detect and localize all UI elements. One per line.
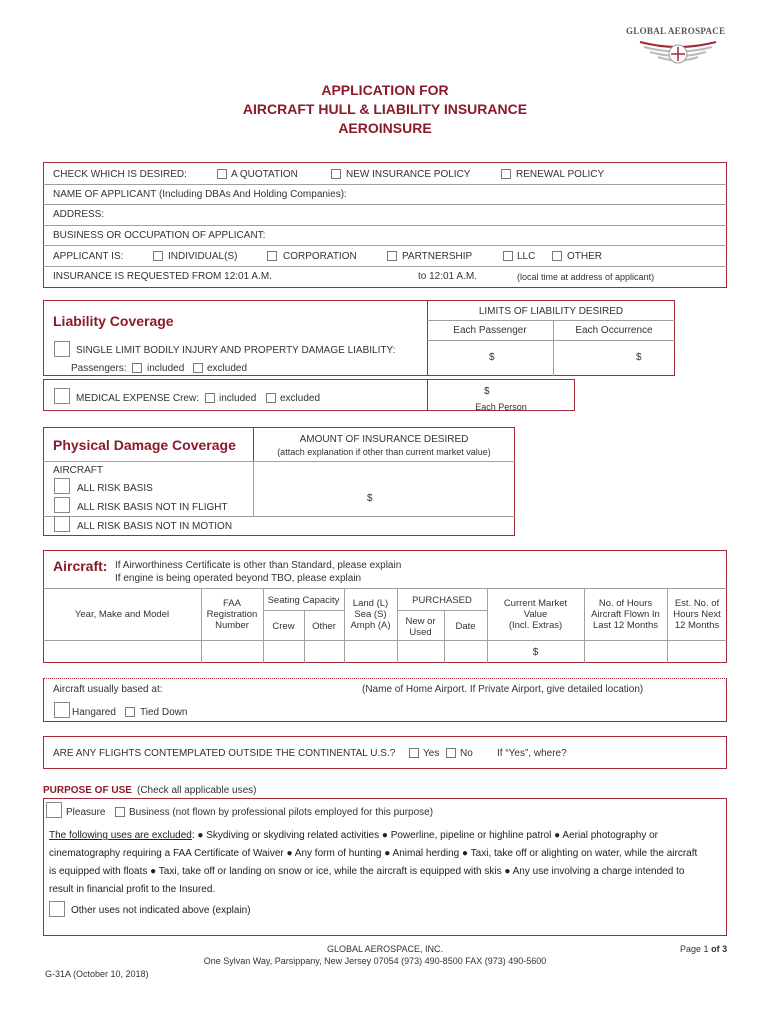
each-person-label: Each Person [475,402,527,412]
business-field[interactable]: BUSINESS OR OCCUPATION OF APPLICANT: [53,230,266,241]
purpose-heading-text: PURPOSE OF USE [43,785,132,796]
home-airport-note: (Name of Home Airport. If Private Airport, give detailed location) [362,684,644,695]
quotation-label: A QUOTATION [231,169,298,180]
limits-heading: LIMITS OF LIABILITY DESIRED [478,306,624,317]
insurance-to-field[interactable]: to 12:01 A.M. [418,271,477,282]
business-checkbox[interactable] [115,807,125,817]
aircraft-heading: Aircraft: [53,558,108,574]
footer-company: GLOBAL AEROSPACE, INC. [326,944,444,954]
llc-label: LLC [517,251,536,262]
pleasure-label: Pleasure [66,807,106,818]
exclusions-intro: The following uses are excluded [49,830,192,841]
divider [444,610,445,663]
medical-expense-label: MEDICAL EXPENSE Crew: [76,393,199,404]
airworthiness-note: If Airworthiness Certificate is other than Standard, please explain [115,560,402,571]
partnership-label: PARTNERSHIP [402,251,473,262]
col-value-3: (Incl. Extras) [508,620,563,631]
business-label: Business (not flown by professional pilots employed for this purpose) [129,807,434,818]
other-label: OTHER [567,251,602,262]
tied-down-label: Tied Down [140,707,188,718]
divider [43,640,727,641]
exclusions-text-1: : ● Skydiving or skydiving related activities ● Powerline, pipeline or highline patrol ● Aerial photography or [191,830,659,841]
individual-label: INDIVIDUAL(S) [168,251,238,262]
divider [43,461,515,462]
form-number: G-31A (October 10, 2018) [45,969,149,979]
crew-included-label: included [219,393,257,404]
each-passenger-label: Each Passenger [453,325,527,336]
logo-text: GLOBAL AEROSPACE [626,26,726,36]
divider [43,204,727,205]
col-faa-2: Registration [206,609,258,620]
divider [43,266,727,267]
divider [427,340,675,341]
applicant-is-label: APPLICANT IS: [53,251,124,262]
not-in-motion-checkbox[interactable] [54,516,70,532]
exclusions-line-3: is equipped with floats ● Taxi, take off or landing on snow or ice, while the aircraft is equipped with skis ● Any use involving a charge intended to [49,866,685,877]
exclusions-line-4: result in financial profit to the Insured. [49,884,216,895]
exclusions-line-1 [49,830,658,841]
medical-expense-checkbox[interactable] [54,388,70,404]
col-hours-1: No. of Hours [598,598,653,609]
divider [397,610,487,611]
col-other: Other [312,621,336,632]
outside-no-checkbox[interactable] [446,748,456,758]
other-checkbox[interactable] [552,251,562,261]
each-occurrence-label: Each Occurrence [575,325,653,336]
crew-included-checkbox[interactable] [205,393,215,403]
partnership-checkbox[interactable] [387,251,397,261]
passengers-included-label: included [147,363,185,374]
quotation-checkbox[interactable] [217,169,227,179]
divider [304,610,305,663]
outside-yes-label: Yes [423,748,440,759]
insurance-from-field[interactable]: INSURANCE IS REQUESTED FROM 12:01 A.M. [53,271,272,282]
outside-where-field[interactable]: If “Yes”, where? [497,748,567,759]
divider [43,588,727,589]
title-line-1: APPLICATION FOR [321,82,449,98]
divider [263,610,344,611]
col-value-2: Value [523,609,548,620]
hangared-checkbox[interactable] [54,702,70,718]
col-year-make-model: Year, Make and Model [74,609,170,620]
not-in-flight-checkbox[interactable] [54,497,70,513]
divider [253,461,254,516]
market-value-field[interactable]: $ [532,647,539,658]
col-est-1: Est. No. of [674,598,720,609]
col-faa-3: Number [215,620,249,631]
renewal-label: RENEWAL POLICY [516,169,605,180]
all-risk-checkbox[interactable] [54,478,70,494]
col-crew: Crew [272,621,295,632]
individual-checkbox[interactable] [153,251,163,261]
tied-down-checkbox[interactable] [125,707,135,717]
crew-excluded-checkbox[interactable] [266,393,276,403]
col-seating: Seating Capacity [267,595,340,606]
passengers-label: Passengers: [71,363,127,374]
tbo-note: If engine is being operated beyond TBO, please explain [115,573,362,584]
purpose-heading-note: (Check all applicable uses) [137,785,257,796]
col-hours-2: Aircraft Flown In [591,609,660,620]
occurrence-amount-field[interactable]: $ [636,352,642,363]
divider [43,516,515,517]
single-limit-label: SINGLE LIMIT BODILY INJURY AND PROPERTY DAMAGE LIABILITY: [76,345,396,356]
col-est-2: Hours Next [673,609,721,620]
not-in-motion-label: ALL RISK BASIS NOT IN MOTION [77,521,233,532]
col-new-used-1: New or [405,616,436,627]
col-purchased: PURCHASED [412,595,472,606]
corporation-label: CORPORATION [283,251,357,262]
divider [43,245,727,246]
physical-amount-field[interactable]: $ [367,493,373,504]
hangared-label: Hangared [72,707,116,718]
col-land-3: Amph (A) [350,620,391,631]
all-risk-label: ALL RISK BASIS [77,483,153,494]
other-uses-checkbox[interactable] [49,901,65,917]
not-in-flight-label: ALL RISK BASIS NOT IN FLIGHT [77,502,228,513]
exclusions-line-2: cinematography requiring a FAA Certificate of Waiver ● Any form of hunting ● Animal herding ● Taxi, take off or alighting on water, while the aircraft [49,848,698,859]
col-value-1: Current Market [503,598,568,609]
page-total: of 3 [711,944,728,954]
wings-logo-icon [638,38,718,68]
single-limit-checkbox[interactable] [54,341,70,357]
aircraft-label: AIRCRAFT [53,465,103,476]
passenger-amount-field[interactable]: $ [489,352,495,363]
divider [43,184,727,185]
applicant-name-field[interactable]: NAME OF APPLICANT (Including DBAs And Holding Companies): [53,189,347,200]
medical-amount-field[interactable]: $ [484,386,490,397]
col-faa-1: FAA [223,598,241,609]
divider [427,320,675,321]
outside-us-question: ARE ANY FLIGHTS CONTEMPLATED OUTSIDE THE CONTINENTAL U.S.? [53,748,396,759]
col-new-used-2: Used [409,627,432,638]
corporation-checkbox[interactable] [267,251,277,261]
passengers-included-checkbox[interactable] [132,363,142,373]
page-indicator [680,944,727,954]
pleasure-checkbox[interactable] [46,802,62,818]
outside-yes-checkbox[interactable] [409,748,419,758]
physical-damage-heading: Physical Damage Coverage [53,437,236,453]
footer-address: One Sylvan Way, Parsippany, New Jersey 07054 (973) 490-8500 FAX (973) 490-5600 [203,956,547,966]
purpose-heading [43,785,132,796]
col-hours-3: Last 12 Months [593,620,658,631]
other-uses-label: Other uses not indicated above (explain) [71,905,251,916]
liability-heading: Liability Coverage [53,313,174,329]
llc-checkbox[interactable] [503,251,513,261]
passengers-excluded-checkbox[interactable] [193,363,203,373]
address-field[interactable]: ADDRESS: [53,209,105,220]
divider [43,225,727,226]
check-desired-label: CHECK WHICH IS DESIRED: [53,169,187,180]
col-land-1: Land (L) [352,598,389,609]
amount-heading: AMOUNT OF INSURANCE DESIRED [299,434,469,445]
title-line-2: AIRCRAFT HULL & LIABILITY INSURANCE [242,101,528,117]
col-est-3: 12 Months [674,620,720,631]
page-number: 1 [703,944,709,954]
renewal-checkbox[interactable] [501,169,511,179]
new-policy-label: NEW INSURANCE POLICY [346,169,471,180]
local-time-note: (local time at address of applicant) [517,272,655,282]
col-date: Date [455,621,476,632]
title-line-3: AEROINSURE [338,120,432,136]
crew-excluded-label: excluded [280,393,321,404]
based-at-field[interactable]: Aircraft usually based at: [53,684,163,695]
col-land-2: Sea (S) [354,609,387,620]
amount-note: (attach explanation if other than current market value) [277,447,491,457]
passengers-excluded-label: excluded [207,363,248,374]
outside-no-label: No [460,748,473,759]
page-prefix: Page [680,944,702,954]
new-policy-checkbox[interactable] [331,169,341,179]
